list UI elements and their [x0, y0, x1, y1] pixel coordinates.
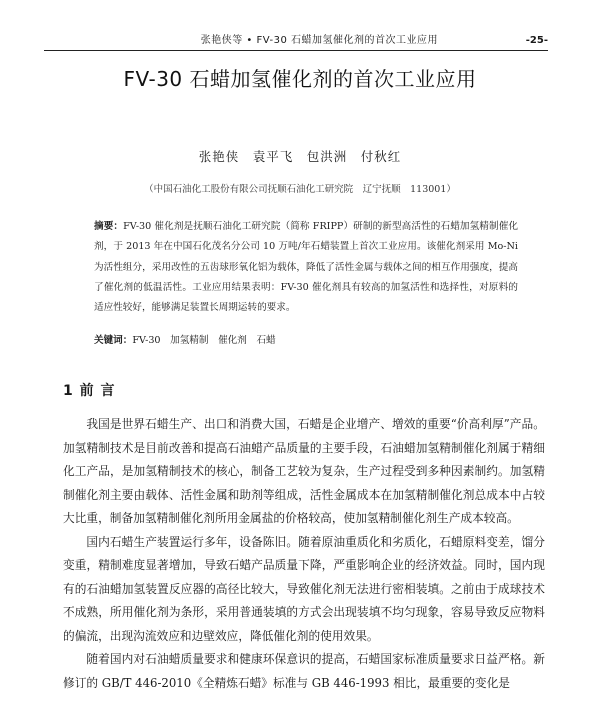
abstract-label: 摘要： — [94, 221, 124, 232]
keywords-label: 关键词： — [94, 335, 133, 346]
keywords-text: FV-30 加氢精制 催化剂 石蜡 — [132, 335, 276, 346]
running-header — [44, 34, 548, 51]
page-number: -25- — [525, 35, 548, 46]
article-title: FV-30 石蜡加氢催化剂的首次工业应用 — [123, 67, 477, 91]
keywords — [94, 333, 518, 349]
abstract — [94, 217, 518, 318]
paragraph: 我国是世界石蜡生产、出口和消费大国，石蜡是企业增产、增效的重要“价高利厚”产品。加氢精制技术是目前改善和提高石油蜡产品质量的主要手段，石油蜡加氢精制催化剂属于精细化工产品，是加氢精制技术的核心，制备工艺较为复杂，生产过程受到多种因素制约。加氢精制催化剂主要由载体、活性金属和助剂等组成，活性金属成本在加氢精制催化剂总成本中占较大比重，制备加氢精制催化剂所用金属盐的价格较高，使加氢精制催化剂生产成本较高。 — [63, 417, 545, 525]
affiliation: （中国石油化工股份有限公司抚顺石油化工研究院 辽宁抚顺 113001） — [144, 184, 456, 195]
running-title: 张艳侠等 • FV-30 石蜡加氢催化剂的首次工业应用 — [200, 35, 438, 46]
author-list: 张艳侠 袁平飞 包洪洲 付秋红 — [198, 149, 402, 164]
abstract-text: FV-30 催化剂是抚顺石油化工研究院（简称 FRIPP）研制的新型高活性的石蜡加氢精制催化剂，于 2013 年在中国石化茂名分公司 10 万吨/年石蜡装置上首次工业应用。该催化剂采用 Mo-Ni 为活性组分，采用改性的五齿球形氧化铝为载体，降低了活性金属与载体之间的相互作用强度，提高了催化剂的低温活性。工业应用结果表明：FV-30 催化剂具有较高的加氢活性和选择性，对原料的适应性较好，能够满足装置长周期运转的要求。 — [94, 221, 518, 314]
body-text — [63, 413, 545, 695]
paragraph: 随着国内对石油蜡质量要求和健康环保意识的提高，石蜡国家标准质量要求日益严格。新修订的 GB/T 446-2010《全精炼石蜡》标准与 GB 446-1993 相比，最重要的变化是 — [63, 652, 545, 690]
paragraph: 国内石蜡生产装置运行多年，设备陈旧。随着原油重质化和劣质化，石蜡原料变差，馏分变重，精制难度显著增加，导致石蜡产品质量下降，严重影响企业的经济效益。同时，国内现有的石油蜡加氢装置反应器的高径比较大，导致催化剂无法进行密相装填。之前由于成球技术不成熟，所用催化剂为条形，采用普通装填的方式会出现装填不均匀现象，容易导致反应物料的偏流，出现沟流效应和边壁效应，降低催化剂的使用效果。 — [63, 534, 545, 643]
section-heading: 1 前 言 — [63, 383, 116, 399]
